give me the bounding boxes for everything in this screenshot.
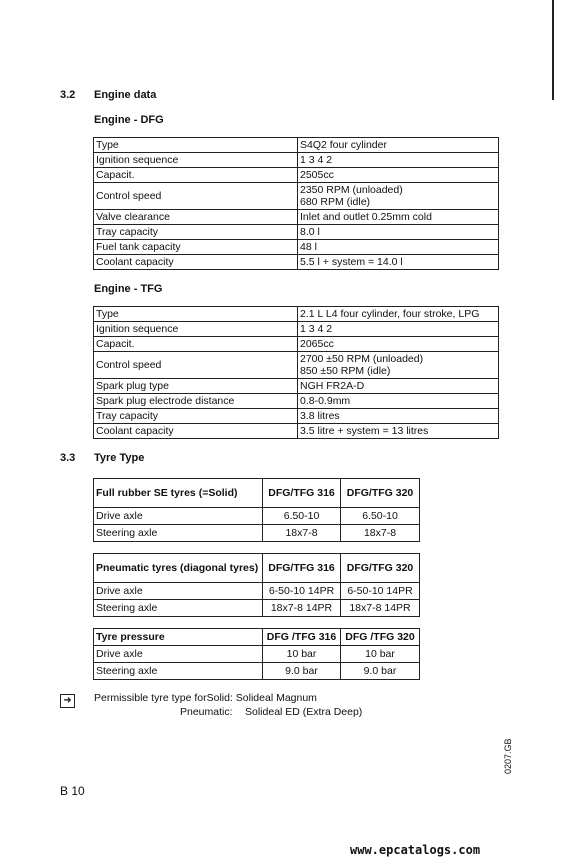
row-value: 3.8 litres	[298, 409, 499, 424]
tyre-pneumatic-table	[93, 553, 420, 617]
note-line-1: Permissible tyre type forSolid: Solideal Magnum	[94, 692, 317, 704]
table-row	[94, 600, 420, 617]
row-value: 2700 ±50 RPM (unloaded) 850 ±50 RPM (idle)	[298, 352, 499, 379]
cell-value: 18x7-8 14PR	[341, 600, 420, 617]
cell-value: 10 bar	[263, 646, 341, 663]
table-row	[94, 322, 499, 337]
table-row	[94, 307, 499, 322]
table-row	[94, 352, 499, 379]
table-header-row	[94, 629, 420, 646]
cell-value: 6-50-10 14PR	[263, 583, 341, 600]
page-edge-line	[552, 0, 554, 100]
note-line-2-value: Solideal ED (Extra Deep)	[245, 706, 363, 718]
row-label: Ignition sequence	[94, 322, 298, 337]
row-value: 0.8-0.9mm	[298, 394, 499, 409]
row-value: 2505cc	[298, 168, 499, 183]
column-header: DFG /TFG 320	[341, 629, 420, 646]
row-label: Fuel tank capacity	[94, 240, 298, 255]
row-value: 5.5 l + system = 14.0 l	[298, 255, 499, 270]
column-header: DFG/TFG 320	[341, 554, 420, 583]
row-value: 8.0 l	[298, 225, 499, 240]
section-number-tyre: 3.3	[60, 452, 76, 464]
tyre-solid-table	[93, 478, 420, 542]
cell-value: 9.0 bar	[263, 663, 341, 680]
cell-value: 6.50-10	[341, 508, 420, 525]
row-label: Capacit.	[94, 168, 298, 183]
note-line-2-label: Pneumatic:	[180, 706, 233, 718]
document-id	[497, 738, 527, 778]
row-label: Tray capacity	[94, 409, 298, 424]
row-label: Drive axle	[94, 646, 263, 663]
table-row	[94, 183, 499, 210]
row-value: 2.1 L L4 four cylinder, four stroke, LPG	[298, 307, 499, 322]
table-row	[94, 210, 499, 225]
website-watermark: www.epcatalogs.com	[350, 843, 481, 857]
page-number: B 10	[60, 784, 85, 798]
table-row	[94, 424, 499, 439]
cell-value: 6.50-10	[263, 508, 341, 525]
table-row	[94, 240, 499, 255]
table-row	[94, 663, 420, 680]
table-header-row	[94, 554, 420, 583]
column-header: DFG /TFG 316	[263, 629, 341, 646]
cell-value: 10 bar	[341, 646, 420, 663]
row-label: Steering axle	[94, 600, 263, 617]
row-value: 3.5 litre + system = 13 litres	[298, 424, 499, 439]
cell-value: 18x7-8	[341, 525, 420, 542]
table-header: Tyre pressure	[94, 629, 263, 646]
document-id-text: 0207.GB	[503, 738, 513, 774]
table-row	[94, 255, 499, 270]
subheading-engine-dfg: Engine - DFG	[94, 114, 164, 126]
row-value: S4Q2 four cylinder	[298, 138, 499, 153]
column-header: DFG/TFG 320	[341, 479, 420, 508]
table-row	[94, 394, 499, 409]
table-row	[94, 508, 420, 525]
row-label: Coolant capacity	[94, 424, 298, 439]
row-label: Spark plug type	[94, 379, 298, 394]
table-header: Pneumatic tyres (diagonal tyres)	[94, 554, 263, 583]
cell-value: 18x7-8	[263, 525, 341, 542]
table-row	[94, 583, 420, 600]
row-label: Valve clearance	[94, 210, 298, 225]
row-label: Type	[94, 138, 298, 153]
table-row	[94, 138, 499, 153]
section-title-engine: Engine data	[94, 89, 157, 101]
table-row	[94, 525, 420, 542]
table-row	[94, 153, 499, 168]
table-row	[94, 409, 499, 424]
row-value: 2065cc	[298, 337, 499, 352]
arrow-right-icon: ➜	[60, 694, 75, 708]
row-value: 1 3 4 2	[298, 153, 499, 168]
row-label: Capacit.	[94, 337, 298, 352]
row-label: Coolant capacity	[94, 255, 298, 270]
table-row	[94, 225, 499, 240]
cell-value: 18x7-8 14PR	[263, 600, 341, 617]
engine-tfg-table	[93, 306, 499, 439]
row-label: Steering axle	[94, 663, 263, 680]
row-label: Spark plug electrode distance	[94, 394, 298, 409]
table-row	[94, 168, 499, 183]
row-label: Drive axle	[94, 508, 263, 525]
row-value: Inlet and outlet 0.25mm cold	[298, 210, 499, 225]
tyre-pressure-table	[93, 628, 420, 680]
row-label: Steering axle	[94, 525, 263, 542]
table-header: Full rubber SE tyres (=Solid)	[94, 479, 263, 508]
row-label: Ignition sequence	[94, 153, 298, 168]
engine-dfg-table	[93, 137, 499, 270]
table-row	[94, 337, 499, 352]
row-label: Tray capacity	[94, 225, 298, 240]
table-row	[94, 379, 499, 394]
row-label: Control speed	[94, 183, 298, 210]
section-number-engine: 3.2	[60, 89, 76, 101]
cell-value: 6-50-10 14PR	[341, 583, 420, 600]
column-header: DFG/TFG 316	[263, 554, 341, 583]
row-value: 2350 RPM (unloaded) 680 RPM (idle)	[298, 183, 499, 210]
cell-value: 9.0 bar	[341, 663, 420, 680]
table-header-row	[94, 479, 420, 508]
row-label: Control speed	[94, 352, 298, 379]
row-value: 1 3 4 2	[298, 322, 499, 337]
row-value: NGH FR2A-D	[298, 379, 499, 394]
row-label: Drive axle	[94, 583, 263, 600]
row-value: 48 l	[298, 240, 499, 255]
row-label: Type	[94, 307, 298, 322]
section-title-tyre: Tyre Type	[94, 452, 145, 464]
column-header: DFG/TFG 316	[263, 479, 341, 508]
subheading-engine-tfg: Engine - TFG	[94, 283, 163, 295]
table-row	[94, 646, 420, 663]
